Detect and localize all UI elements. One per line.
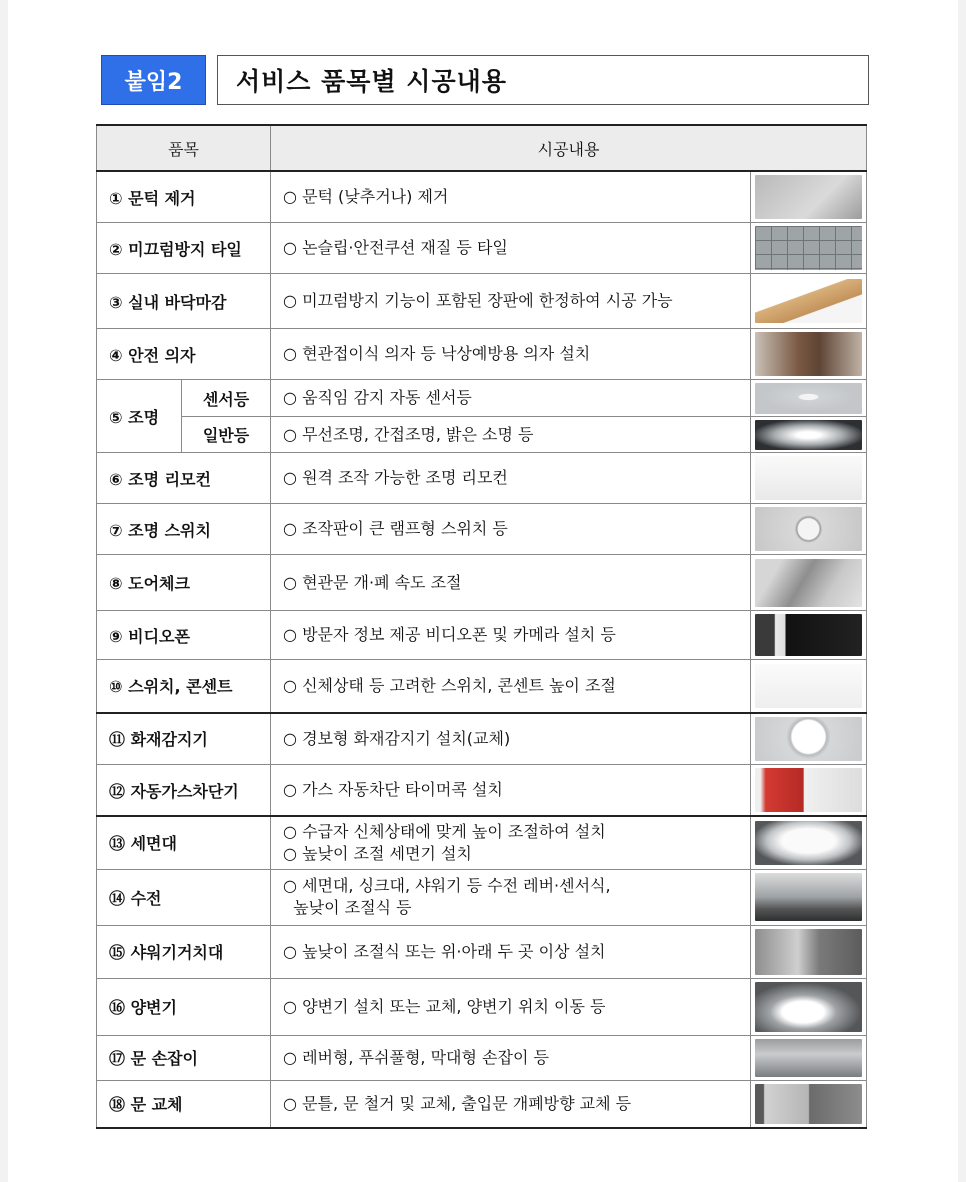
desc-line: ○ 현관문 개·폐 속도 조절 bbox=[283, 572, 462, 592]
photo-cell bbox=[751, 171, 867, 223]
photo-cell bbox=[751, 223, 867, 274]
desc-line: ○ 양변기 설치 또는 교체, 양변기 위치 이동 등 bbox=[283, 996, 606, 1016]
table-row bbox=[97, 978, 867, 1035]
table-row bbox=[97, 555, 867, 611]
fire-detector-photo bbox=[755, 717, 862, 761]
photo-cell bbox=[751, 611, 867, 660]
item-cell: ⑨ 비디오폰 bbox=[97, 611, 271, 660]
desc-line: 높낮이 조절식 등 bbox=[283, 898, 412, 917]
table-row bbox=[97, 274, 867, 329]
item-cell: ⑰ 문 손잡이 bbox=[97, 1035, 271, 1080]
table-row bbox=[97, 1080, 867, 1128]
photo-cell bbox=[751, 978, 867, 1035]
table-row bbox=[97, 765, 867, 817]
washbasin-photo bbox=[755, 821, 862, 865]
photo-cell bbox=[751, 417, 867, 453]
photo-cell bbox=[751, 1035, 867, 1080]
item-cell: ⑭ 수전 bbox=[97, 869, 271, 925]
photo-cell bbox=[751, 380, 867, 417]
photo-cell bbox=[751, 504, 867, 555]
desc-line: ○ 움직임 감지 자동 센서등 bbox=[283, 388, 472, 407]
item-cell: ③ 실내 바닥마감 bbox=[97, 274, 271, 329]
desc-line: ○ 높낮이 조절식 또는 위·아래 두 곳 이상 설치 bbox=[283, 941, 606, 961]
table-row bbox=[97, 713, 867, 765]
desc-line: ○ 높낮이 조절 세면기 설치 bbox=[283, 843, 472, 863]
desc-line: ○ 세면대, 싱크대, 샤워기 등 수전 레버·센서식, bbox=[283, 876, 611, 895]
faucet-photo bbox=[755, 873, 862, 921]
photo-cell bbox=[751, 555, 867, 611]
item-cell: ⑥ 조명 리모컨 bbox=[97, 453, 271, 504]
photo-cell bbox=[751, 453, 867, 504]
item-cell: ⑱ 문 교체 bbox=[97, 1080, 271, 1128]
table-row bbox=[97, 171, 867, 223]
desc-cell bbox=[271, 417, 751, 453]
sub-item-cell: 센서등 bbox=[182, 380, 271, 417]
service-table bbox=[96, 124, 867, 1129]
desc-cell bbox=[271, 555, 751, 611]
door-replacement-photo bbox=[755, 1084, 862, 1124]
photo-cell bbox=[751, 660, 867, 713]
photo-cell bbox=[751, 713, 867, 765]
table-row bbox=[97, 660, 867, 713]
table-row bbox=[97, 869, 867, 925]
table-row bbox=[97, 417, 867, 453]
col-header-content: 시공내용 bbox=[271, 125, 867, 171]
photo-cell bbox=[751, 925, 867, 978]
desc-cell bbox=[271, 869, 751, 925]
item-cell: ④ 안전 의자 bbox=[97, 329, 271, 380]
photo-cell bbox=[751, 1080, 867, 1128]
door-handle-photo bbox=[755, 1039, 862, 1077]
item-cell: ⑮ 샤워기거치대 bbox=[97, 925, 271, 978]
table-row bbox=[97, 925, 867, 978]
item-cell: ⑬ 세면대 bbox=[97, 816, 271, 869]
photo-cell bbox=[751, 869, 867, 925]
desc-cell bbox=[271, 274, 751, 329]
photo-cell bbox=[751, 765, 867, 817]
tile-photo bbox=[755, 226, 862, 270]
desc-line: ○ 현관접이식 의자 등 낙상예방용 의자 설치 bbox=[283, 344, 591, 363]
item-cell: ② 미끄럼방지 타일 bbox=[97, 223, 271, 274]
desc-line: ○ 조작판이 큰 램프형 스위치 등 bbox=[283, 519, 508, 538]
photo-cell bbox=[751, 329, 867, 380]
col-header-item: 품목 bbox=[97, 125, 271, 171]
table-header-row bbox=[97, 125, 867, 171]
desc-cell bbox=[271, 978, 751, 1035]
gas-shutoff-photo bbox=[755, 768, 862, 812]
item-cell: ⑩ 스위치, 콘센트 bbox=[97, 660, 271, 713]
photo-cell bbox=[751, 816, 867, 869]
desc-cell bbox=[271, 765, 751, 817]
switch-photo bbox=[755, 507, 862, 551]
shower-holder-photo bbox=[755, 929, 862, 975]
desc-line: ○ 무선조명, 간접조명, 밝은 소명 등 bbox=[283, 424, 534, 444]
desc-cell bbox=[271, 504, 751, 555]
threshold-photo bbox=[755, 175, 862, 219]
photo-cell bbox=[751, 274, 867, 329]
table-row bbox=[97, 504, 867, 555]
desc-cell bbox=[271, 1080, 751, 1128]
document-title: 서비스 품목별 시공내용 bbox=[217, 55, 869, 105]
desc-cell bbox=[271, 223, 751, 274]
desc-line: ○ 수급자 신체상태에 맞게 높이 조절하여 설치 bbox=[283, 821, 606, 841]
desc-line: ○ 신체상태 등 고려한 스위치, 콘센트 높이 조절 bbox=[283, 675, 616, 695]
safety-chair-photo bbox=[755, 332, 862, 376]
desc-line: ○ 원격 조작 가능한 조명 리모컨 bbox=[283, 468, 508, 487]
desc-cell bbox=[271, 1035, 751, 1080]
desc-cell bbox=[271, 171, 751, 223]
sensor-light-photo bbox=[755, 383, 862, 414]
desc-cell bbox=[271, 925, 751, 978]
desc-line: ○ 문틀, 문 철거 및 교체, 출입문 개폐방향 교체 등 bbox=[283, 1093, 632, 1113]
desc-cell bbox=[271, 380, 751, 417]
flooring-photo bbox=[755, 279, 862, 323]
table-row bbox=[97, 1035, 867, 1080]
item-cell: ① 문턱 제거 bbox=[97, 171, 271, 223]
desc-cell bbox=[271, 329, 751, 380]
table-row bbox=[97, 453, 867, 504]
desc-line: ○ 경보형 화재감지기 설치(교체) bbox=[283, 728, 511, 748]
general-light-photo bbox=[755, 420, 862, 450]
item-cell: ⑪ 화재감지기 bbox=[97, 713, 271, 765]
sub-item-cell: 일반등 bbox=[182, 417, 271, 453]
desc-line: ○ 가스 자동차단 타이머콕 설치 bbox=[283, 780, 503, 799]
attachment-badge: 붙임2 bbox=[101, 55, 206, 105]
table-row bbox=[97, 380, 867, 417]
desc-line: ○ 문턱 (낮추거나) 제거 bbox=[283, 187, 449, 206]
table-row bbox=[97, 816, 867, 869]
desc-cell bbox=[271, 816, 751, 869]
desc-cell bbox=[271, 453, 751, 504]
desc-cell bbox=[271, 660, 751, 713]
door-closer-photo bbox=[755, 559, 862, 607]
outlet-photo bbox=[755, 664, 862, 708]
desc-line: ○ 미끄럼방지 기능이 포함된 장판에 한정하여 시공 가능 bbox=[283, 291, 673, 310]
table-row bbox=[97, 223, 867, 274]
remote-photo bbox=[755, 456, 862, 500]
item-cell: ⑯ 양변기 bbox=[97, 978, 271, 1035]
item-cell: ⑧ 도어체크 bbox=[97, 555, 271, 611]
toilet-photo bbox=[755, 982, 862, 1032]
item-cell: ⑤ 조명 bbox=[97, 380, 182, 453]
desc-line: ○ 논슬립·안전쿠션 재질 등 타일 bbox=[283, 238, 508, 257]
item-cell: ⑫ 자동가스차단기 bbox=[97, 765, 271, 817]
desc-cell bbox=[271, 611, 751, 660]
desc-line: ○ 레버형, 푸쉬풀형, 막대형 손잡이 등 bbox=[283, 1047, 549, 1067]
videophone-photo bbox=[755, 614, 862, 656]
table-row bbox=[97, 329, 867, 380]
desc-cell bbox=[271, 713, 751, 765]
table-row bbox=[97, 611, 867, 660]
desc-line: ○ 방문자 정보 제공 비디오폰 및 카메라 설치 등 bbox=[283, 625, 616, 644]
item-cell: ⑦ 조명 스위치 bbox=[97, 504, 271, 555]
